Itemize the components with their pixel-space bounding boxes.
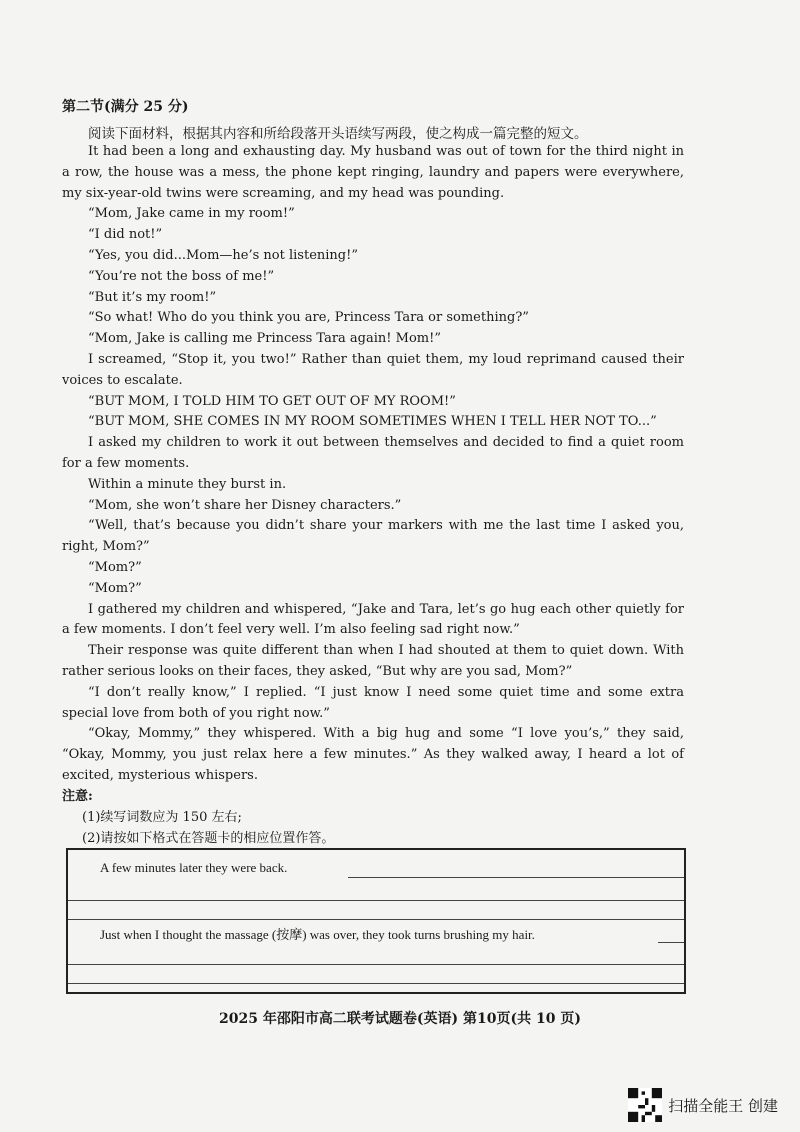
- story-paragraph: “Mom?”: [88, 559, 142, 575]
- paragraph-prompt-1: A few minutes later they were back.: [100, 860, 293, 876]
- story-paragraph: “Okay, Mommy,” they whispered. With a big hug and some “I love you’s,” they said, “Okay, Mommy, you just relax here a few minutes.” As they walked away, I heard a lot of excited, mysterious whispers.: [62, 726, 684, 783]
- qr-code-icon: [628, 1088, 662, 1122]
- story-paragraph: “Yes, you did...Mom—he’s not listening!”: [88, 247, 358, 263]
- story-paragraph: “I don’t really know,” I replied. “I just know I need some quiet time and some extra special love from both of you right now.”: [62, 684, 684, 721]
- writing-line[interactable]: [68, 964, 684, 965]
- writing-line[interactable]: [68, 900, 684, 901]
- story-paragraph: Within a minute they burst in.: [88, 476, 287, 492]
- story-paragraph: “BUT MOM, SHE COMES IN MY ROOM SOMETIMES WHEN I TELL HER NOT TO...”: [88, 414, 657, 430]
- story-paragraph: I screamed, “Stop it, you two!” Rather than quiet them, my loud reprimand caused their voices to escalate.: [62, 351, 684, 388]
- notes-title: 注意:: [62, 789, 93, 804]
- paragraph-prompt-2: Just when I thought the massage (按摩) was over, they took turns brushing my hair.: [100, 924, 541, 943]
- story-paragraph: I gathered my children and whispered, “Jake and Tara, let’s go hug each other quietly for a few moments. I don’t feel very well. I’m also feeling sad right now.”: [62, 601, 684, 638]
- story-paragraph: “Mom, she won’t share her Disney characters.”: [88, 497, 402, 513]
- note-item: (1)续写词数应为 150 左右;: [82, 810, 242, 825]
- story-paragraph: Their response was quite different than when I had shouted at them to quiet down. With rather serious looks on their faces, they asked, “But why are you sad, Mom?”: [62, 643, 684, 679]
- answer-line-2: [68, 924, 684, 946]
- answer-box: [66, 848, 686, 994]
- story-paragraph: “You’re not the boss of me!”: [88, 268, 275, 284]
- story-paragraph: “Mom, Jake is calling me Princess Tara again! Mom!”: [88, 331, 441, 347]
- story-paragraph: “Well, that’s because you didn’t share your markers with me the last time I asked you, right, Mom?”: [62, 518, 684, 555]
- story-text: [62, 142, 684, 787]
- notes: [62, 786, 334, 849]
- story-paragraph: I asked my children to work it out between themselves and decided to find a quiet room for a few moments.: [62, 435, 684, 471]
- story-paragraph: “BUT MOM, I TOLD HIM TO GET OUT OF MY ROOM!”: [88, 393, 456, 409]
- story-paragraph: “So what! Who do you think you are, Princess Tara or something?”: [88, 310, 529, 326]
- section-title: 第二节(满分 25 分): [62, 99, 189, 115]
- note-item: (2)请按如下格式在答题卡的相应位置作答。: [82, 831, 335, 846]
- writing-line[interactable]: [68, 919, 684, 920]
- instructions: 阅读下面材料，根据其内容和所给段落开头语续写两段，使之构成一篇完整的短文。: [88, 126, 588, 142]
- story-paragraph: “But it’s my room!”: [88, 289, 217, 305]
- writing-line[interactable]: [68, 983, 684, 984]
- answer-line-1: [68, 860, 684, 882]
- watermark-text: 扫描全能王 创建: [668, 1096, 778, 1115]
- story-paragraph: “I did not!”: [88, 227, 163, 243]
- story-paragraph: It had been a long and exhausting day. My husband was out of town for the third night in a row, the house was a mess, the phone kept ringing, laundry and papers were everywhere, my six-year-old twins were screaming, and my head was pounding.: [62, 144, 684, 201]
- story-paragraph: “Mom?”: [88, 580, 142, 596]
- scanner-watermark: [628, 1088, 778, 1122]
- story-paragraph: “Mom, Jake came in my room!”: [88, 206, 295, 222]
- page-footer: 2025 年邵阳市高二联考试题卷(英语) 第10页(共 10 页): [219, 1011, 581, 1027]
